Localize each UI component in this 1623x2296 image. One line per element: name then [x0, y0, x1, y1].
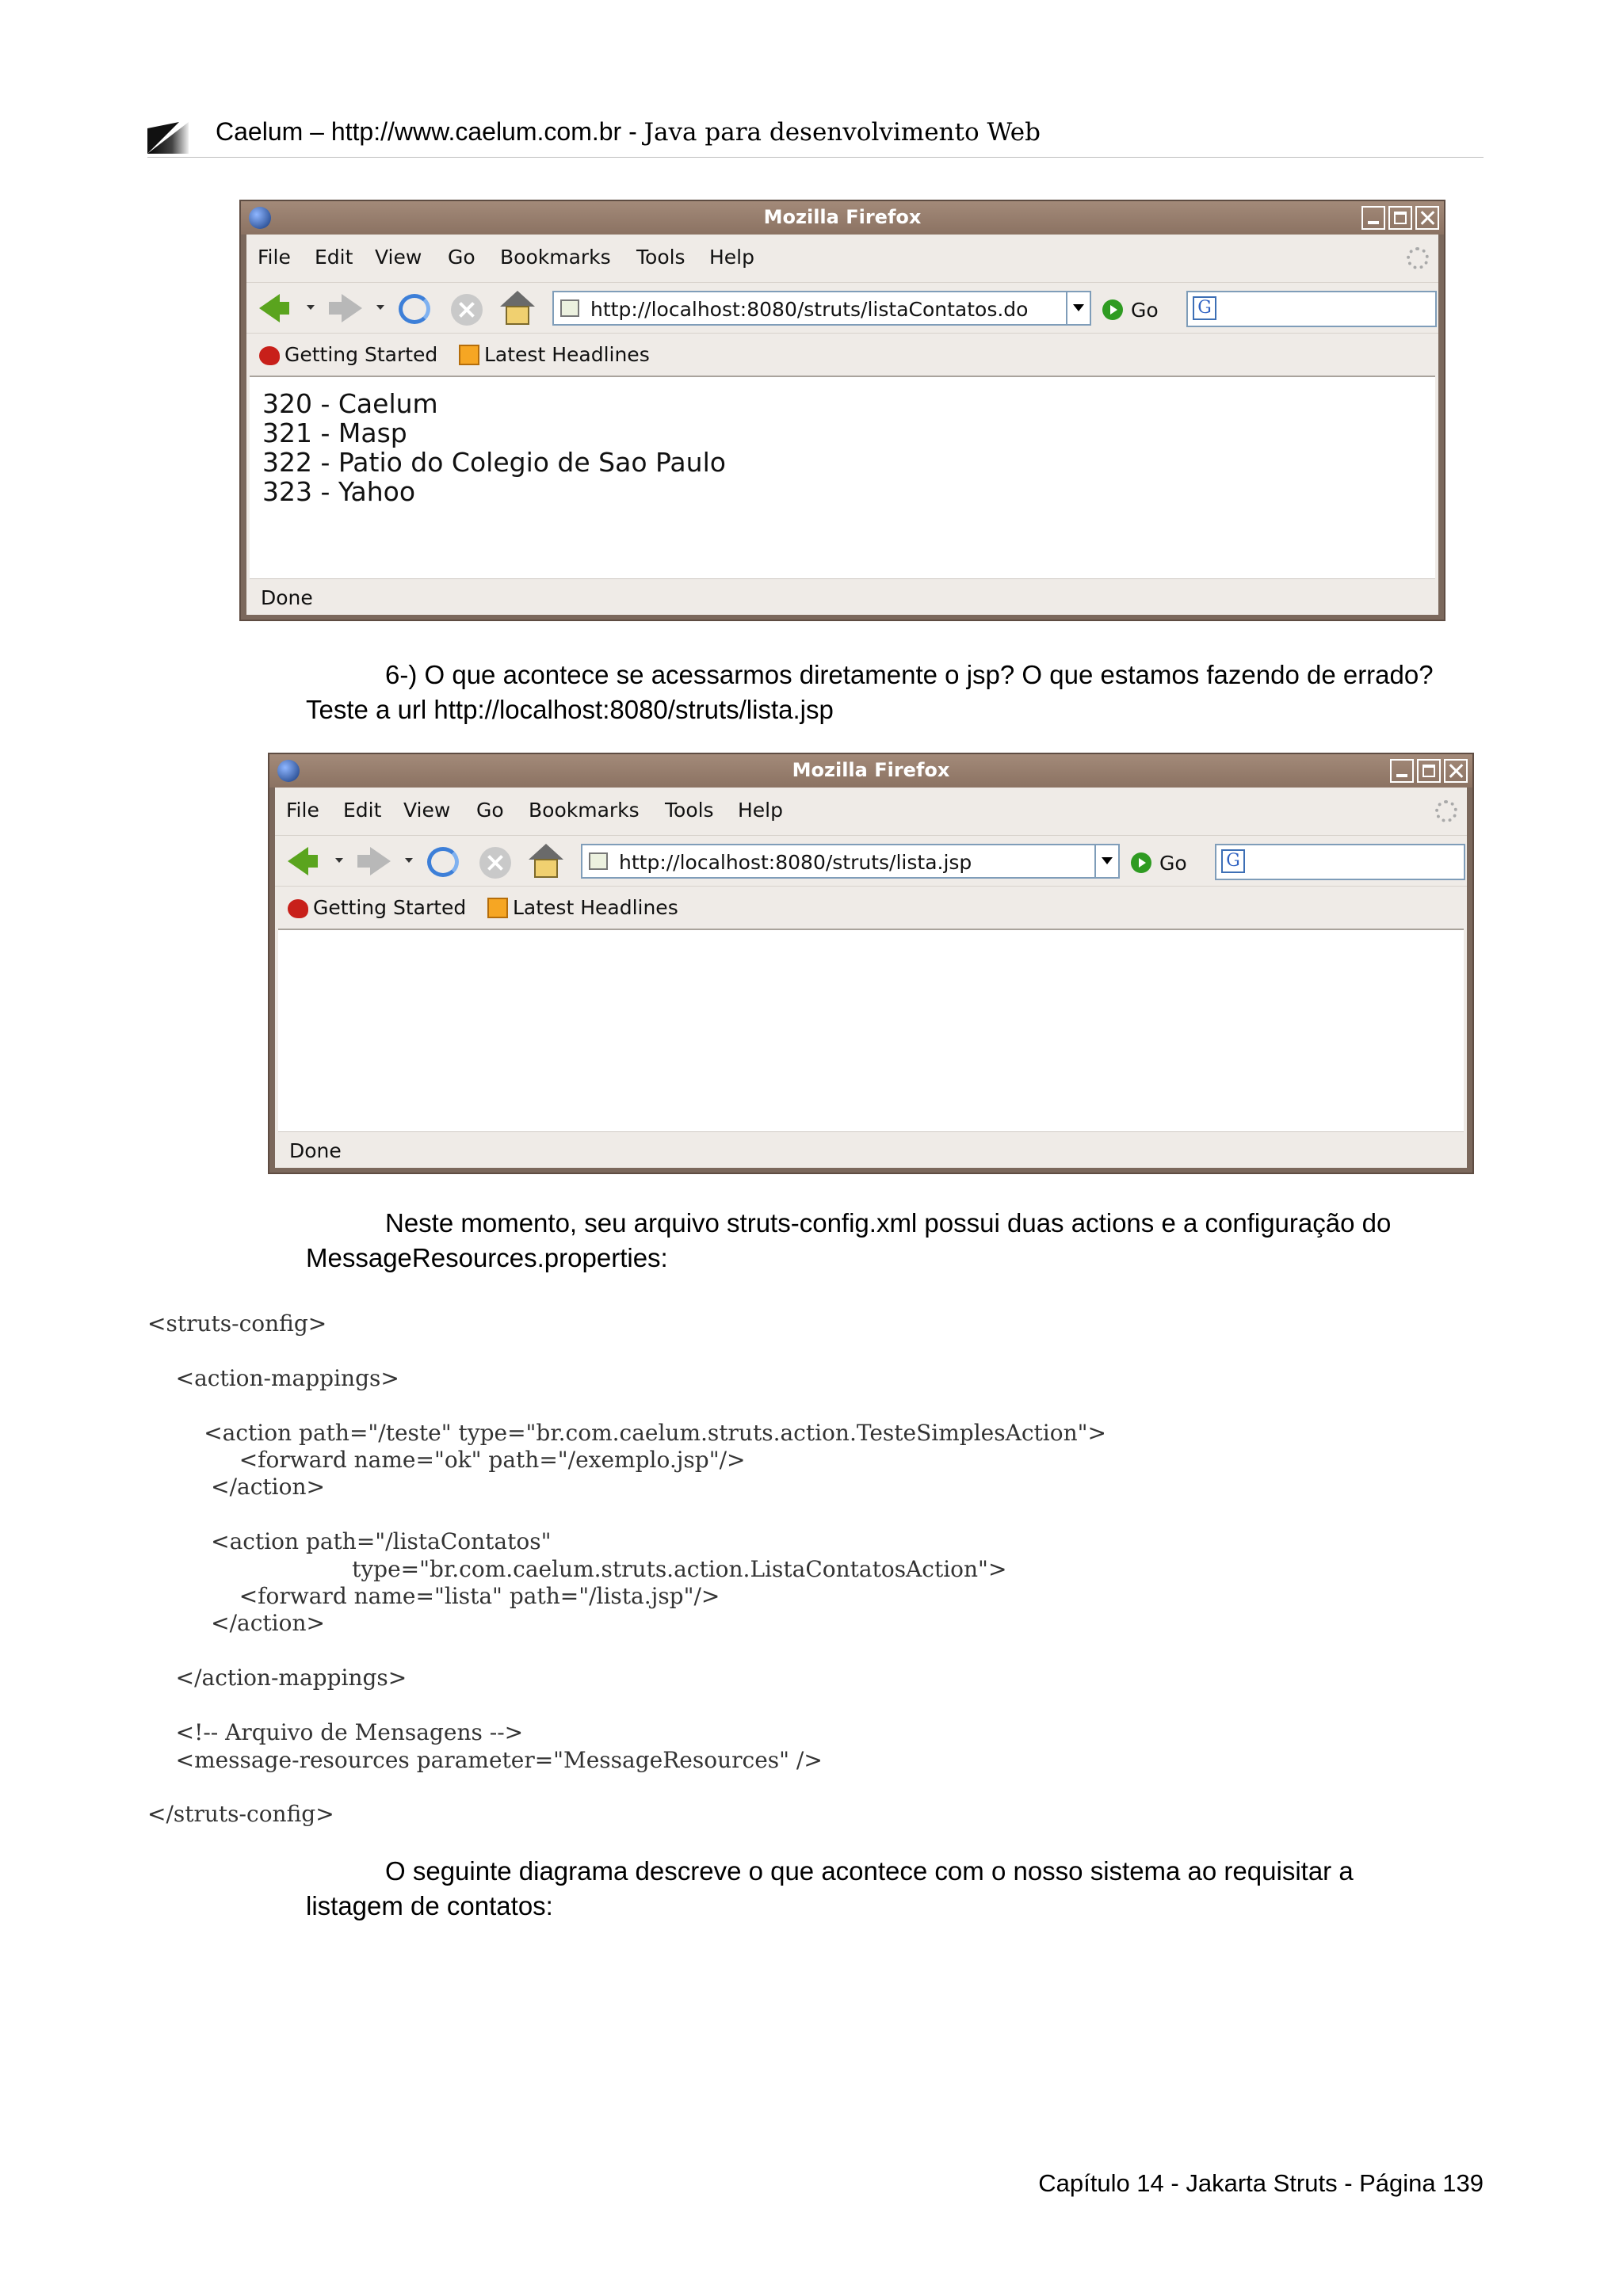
bookmark-latest-headlines[interactable]: Latest Headlines — [484, 343, 650, 366]
go-arrow-icon[interactable] — [1102, 299, 1123, 320]
header-text — [216, 117, 1041, 147]
list-item: 322 - Patio do Colegio de Sao Paulo — [262, 447, 726, 478]
forward-dropdown-icon[interactable] — [405, 858, 413, 863]
list-item: 320 - Caelum — [262, 388, 438, 419]
search-input[interactable] — [1215, 844, 1465, 880]
page-content — [278, 929, 1464, 1132]
bookmark-getting-started[interactable]: Getting Started — [313, 896, 467, 919]
back-arrow-tail — [305, 855, 318, 868]
list-item: 323 - Yahoo — [262, 476, 416, 507]
url-text: http://localhost:8080/struts/lista.jsp — [619, 851, 972, 874]
menu-go[interactable]: Go — [448, 246, 475, 269]
back-dropdown-icon[interactable] — [307, 305, 315, 310]
paragraph-line — [306, 1206, 1484, 1241]
menu-view[interactable]: View — [375, 246, 422, 269]
running-header — [147, 116, 1484, 158]
back-dropdown-icon[interactable] — [335, 858, 343, 863]
menu-bookmarks[interactable]: Bookmarks — [500, 246, 611, 269]
menu-tools[interactable]: Tools — [665, 799, 714, 822]
paragraph-text: 6-) O que acontece se acessarmos diretamente o jsp? O que estamos fazendo de errado? — [385, 660, 1434, 689]
maximize-button[interactable] — [1388, 206, 1412, 230]
bookmarks-toolbar — [246, 333, 1438, 376]
forward-dropdown-icon[interactable] — [376, 305, 384, 310]
throbber-icon — [1435, 800, 1457, 822]
google-search-icon[interactable]: G — [1221, 849, 1245, 873]
menu-help[interactable]: Help — [709, 246, 754, 269]
paragraph-line — [306, 658, 1484, 692]
rss-feed-icon — [459, 345, 479, 365]
back-arrow-tail — [277, 302, 289, 315]
menu-help[interactable]: Help — [738, 799, 783, 822]
go-button[interactable]: Go — [1159, 852, 1187, 875]
minimize-button[interactable] — [1390, 759, 1414, 783]
minimize-button[interactable] — [1361, 206, 1385, 230]
forward-arrow-tail — [357, 855, 370, 868]
url-history-dropdown[interactable] — [1094, 844, 1120, 879]
window-title: Mozilla Firefox — [792, 759, 950, 781]
paragraph-config — [306, 1206, 1484, 1276]
paragraph-text: Neste momento, seu arquivo struts-config.xml possui duas actions e a configuração do — [385, 1208, 1392, 1238]
menu-bookmarks[interactable]: Bookmarks — [529, 799, 640, 822]
stop-icon[interactable] — [451, 294, 483, 326]
paragraph-line — [306, 1854, 1484, 1889]
reload-icon[interactable] — [399, 294, 430, 324]
menu-file[interactable]: File — [286, 799, 319, 822]
go-arrow-icon[interactable] — [1131, 852, 1151, 873]
menu-bar — [275, 788, 1467, 835]
forward-arrow-icon[interactable] — [370, 847, 391, 875]
navigation-toolbar — [275, 835, 1467, 887]
home-icon[interactable] — [529, 844, 563, 879]
menu-edit[interactable]: Edit — [315, 246, 353, 269]
status-text: Done — [261, 586, 313, 609]
bookmark-getting-started[interactable]: Getting Started — [285, 343, 438, 366]
getting-started-icon — [259, 346, 280, 365]
close-button[interactable] — [1415, 206, 1439, 230]
status-bar — [250, 580, 1435, 612]
code-listing: <struts-config> <action-mappings> <action path="/teste" type="br.com.caelum.struts.action.TesteSimplesAction"> <forward name="ok" path="/exemplo.jsp"/> </action> <action path="/listaContatos" type="br.com.caelum.struts.action.ListaContatosAction"> <forward name="lista" path="/lista.jsp"/> </action> </action-mappings> <!-- Arquivo de Mensagens --> <message-resources parameter="MessageResources" /> </struts-config> — [147, 1310, 1106, 1828]
close-button[interactable] — [1444, 759, 1468, 783]
forward-arrow-icon[interactable] — [342, 294, 362, 322]
reload-icon[interactable] — [427, 847, 459, 877]
window-title: Mozilla Firefox — [763, 206, 922, 228]
page-icon — [560, 299, 579, 317]
forward-arrow-tail — [329, 302, 342, 315]
go-button[interactable]: Go — [1131, 299, 1159, 322]
google-search-icon[interactable]: G — [1193, 296, 1216, 320]
menu-go[interactable]: Go — [476, 799, 504, 822]
menu-edit[interactable]: Edit — [343, 799, 382, 822]
bookmark-latest-headlines[interactable]: Latest Headlines — [513, 896, 678, 919]
header-subtitle: Java para desenvolvimento Web — [643, 118, 1041, 147]
status-bar — [278, 1133, 1464, 1165]
getting-started-icon — [288, 899, 308, 918]
throbber-icon — [1407, 247, 1429, 269]
paragraph-line: MessageResources.properties: — [306, 1243, 668, 1272]
navigation-toolbar — [246, 282, 1438, 334]
title-bar — [241, 201, 1444, 235]
url-input[interactable] — [581, 844, 1098, 879]
rss-feed-icon — [487, 898, 508, 918]
page-icon — [589, 852, 608, 870]
maximize-button[interactable] — [1417, 759, 1441, 783]
firefox-window-2 — [268, 753, 1474, 1174]
page-footer: Capítulo 14 - Jakarta Struts - Página 139 — [1038, 2169, 1484, 2197]
paragraph-diagram — [306, 1854, 1484, 1924]
paragraph-question — [306, 658, 1484, 727]
firefox-window-1 — [239, 200, 1445, 621]
paragraph-line: Teste a url http://localhost:8080/struts/lista.jsp — [306, 695, 834, 724]
menu-bar — [246, 235, 1438, 282]
url-history-dropdown[interactable] — [1066, 291, 1091, 326]
paragraph-line: listagem de contatos: — [306, 1891, 553, 1920]
title-bar — [269, 754, 1472, 788]
status-text: Done — [289, 1139, 342, 1162]
bookmarks-toolbar — [275, 886, 1467, 929]
menu-tools[interactable]: Tools — [636, 246, 685, 269]
list-item: 321 - Masp — [262, 418, 407, 448]
menu-view[interactable]: View — [403, 799, 451, 822]
paragraph-text: O seguinte diagrama descreve o que acontece com o nosso sistema ao requisitar a — [385, 1856, 1354, 1886]
url-text: http://localhost:8080/struts/listaContatos.do — [590, 298, 1029, 321]
search-input[interactable] — [1186, 291, 1437, 327]
page-content — [250, 376, 1435, 579]
stop-icon[interactable] — [479, 847, 511, 879]
menu-file[interactable]: File — [258, 246, 291, 269]
url-input[interactable] — [552, 291, 1069, 326]
home-icon[interactable] — [500, 291, 535, 326]
header-prefix: Caelum – http://www.caelum.com.br - — [216, 117, 644, 146]
caelum-logo-icon — [147, 122, 189, 154]
